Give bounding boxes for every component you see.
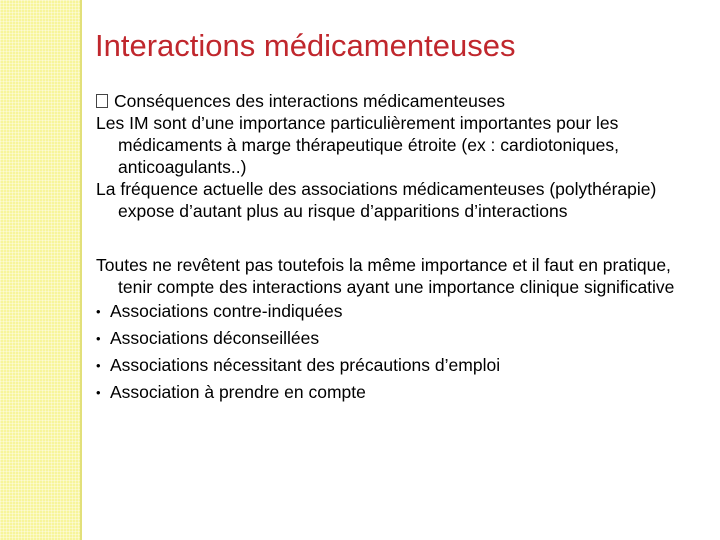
paragraph-narrow-margin: Les IM sont d’une importance particulièrement importantes pour les médicaments à marge thérapeutique étroite (ex : cardiotoniques, anticoagulants..) xyxy=(96,113,619,177)
list-item xyxy=(96,379,701,406)
side-band-edge xyxy=(80,0,82,540)
spacer xyxy=(96,222,701,254)
list-item-text: Associations nécessitant des précautions d’emploi xyxy=(110,355,501,375)
list-item xyxy=(96,325,701,352)
bullet-dot-icon: • xyxy=(96,304,101,319)
checkbox-bullet-icon xyxy=(96,94,108,108)
subheading-text: Conséquences des interactions médicamenteuses xyxy=(114,91,506,111)
paragraph-polytherapy: La fréquence actuelle des associations médicamenteuses (polythérapie) expose d’autant plus au risque d’apparitions d’interactions xyxy=(96,179,657,221)
bullet-dot-icon: • xyxy=(96,358,101,373)
list-item xyxy=(96,298,701,325)
list-item-text: Association à prendre en compte xyxy=(110,382,366,402)
slide-body xyxy=(96,90,701,406)
list-item xyxy=(96,352,701,379)
bullet-dot-icon: • xyxy=(96,385,101,400)
decorative-side-band xyxy=(0,0,80,540)
list-item-text: Associations contre-indiquées xyxy=(110,301,343,321)
association-list xyxy=(96,298,701,406)
paragraph-clinical-importance: Toutes ne revêtent pas toutefois la même importance et il faut en pratique, tenir compte des interactions ayant une importance clinique significative xyxy=(96,255,675,297)
subheading xyxy=(96,90,701,112)
list-item-text: Associations déconseillées xyxy=(110,328,320,348)
bullet-dot-icon: • xyxy=(96,331,101,346)
slide-title: Interactions médicamenteuses xyxy=(95,28,516,63)
